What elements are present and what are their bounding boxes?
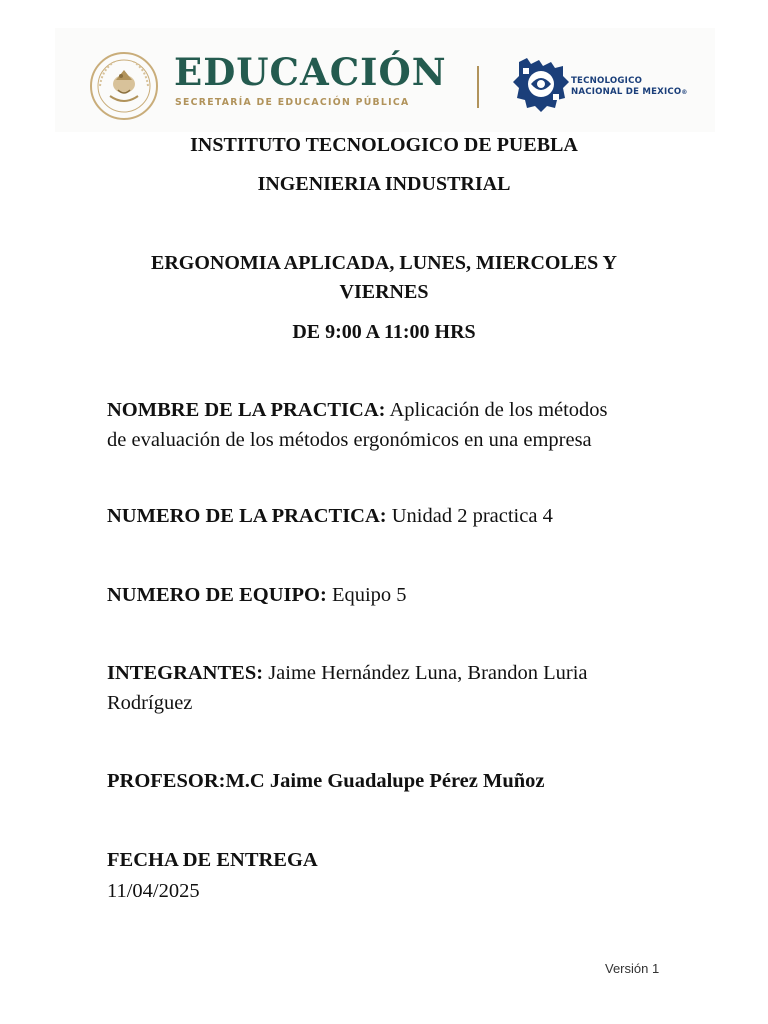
delivery-date-label-text: FECHA DE ENTREGA <box>107 849 318 871</box>
members-line-1 <box>107 658 667 688</box>
version-label: Versión 1 <box>605 961 660 976</box>
delivery-date-label <box>107 845 667 875</box>
members-block <box>107 658 667 718</box>
professor-label: PROFESOR: <box>107 770 226 792</box>
practice-name-value-1: Aplicación de los métodos <box>389 399 608 421</box>
registered-mark: ® <box>681 89 688 96</box>
practice-name-value-2: de evaluación de los métodos ergonómicos en una empresa <box>107 429 592 451</box>
logo-divider <box>477 66 479 108</box>
practice-name-label: NOMBRE DE LA PRACTICA: <box>107 399 386 421</box>
delivery-date-block <box>107 845 667 906</box>
secretaria-logo-subtitle: SECRETARÍA DE EDUCACIÓN PÚBLICA <box>175 97 410 108</box>
members-value-2: Rodríguez <box>107 692 193 714</box>
course-schedule: DE 9:00 A 11:00 HRS <box>292 321 476 343</box>
tecnm-line-1: TECNOLOGICO <box>571 76 643 86</box>
career-name: INGENIERIA INDUSTRIAL <box>257 173 511 195</box>
members-value-1: Jaime Hernández Luna, Brandon Luria <box>268 662 588 684</box>
practice-name-line-1 <box>107 395 667 425</box>
practice-number-block <box>107 501 667 531</box>
tecnm-line-2-text: NACIONAL DE MEXICO <box>571 87 682 97</box>
practice-name-block <box>107 395 667 455</box>
professor-value: M.C Jaime Guadalupe Pérez Muñoz <box>225 770 545 792</box>
practice-number-label: NUMERO DE LA PRACTICA: <box>107 505 387 527</box>
mexico-coat-of-arms-seal <box>88 50 160 122</box>
professor-block <box>107 766 667 796</box>
tecnm-line-2 <box>571 87 688 98</box>
course-title-line-2: VIERNES <box>339 281 429 303</box>
team-number-value: Equipo 5 <box>331 584 407 606</box>
team-number-block <box>107 580 667 610</box>
course-title-line-1: ERGONOMIA APLICADA, LUNES, MIERCOLES Y <box>151 252 617 274</box>
team-number-label: NUMERO DE EQUIPO: <box>107 584 327 606</box>
tecnm-gear-logo <box>513 54 569 114</box>
practice-number-value: Unidad 2 practica 4 <box>391 505 553 527</box>
secretaria-logo-title: EDUCACIÓN <box>174 50 447 94</box>
tecnm-logo-text <box>571 76 688 98</box>
delivery-date-value: 11/04/2025 <box>107 880 200 902</box>
members-label: INTEGRANTES: <box>107 662 264 684</box>
institution-name: INSTITUTO TECNOLOGICO DE PUEBLA <box>190 134 578 156</box>
